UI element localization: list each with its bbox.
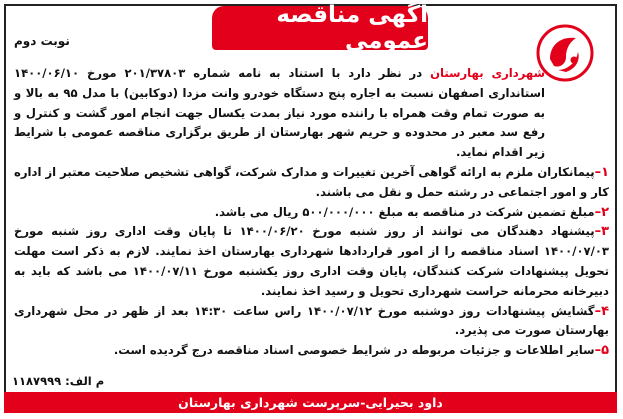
list-item	[14, 341, 609, 361]
list-item	[14, 163, 609, 203]
intro-paragraph	[14, 64, 609, 163]
item-text: سایر اطلاعات و جزئیات مربوطه در شرایط خصوصی اسناد مناقصه درج گردیده است.	[113, 343, 595, 358]
list-item	[14, 222, 609, 301]
item-number: ۴–	[594, 303, 609, 319]
round-label: نوبت دوم	[14, 34, 70, 48]
item-text: مبلغ تضمین شرکت در مناقصه به مبلغ ۵۰۰/۰۰۰/۰۰۰ ریال می باشد.	[214, 204, 595, 219]
intro-text: در نظر دارد با استناد به نامه شماره ۲۰۱/۳۷۸۰۳ مورخ ۱۴۰۰/۰۶/۱۰ استانداری اصفهان نسبت به اجاره پنج دستگاه خودرو وانت مزدا (دوکابین) با مدل ۹۵ به بالا و به صورت تمام وقت همراه با راننده مورد نیاز بمدت یکسال جهت انجام امور گشت و کنترل و رفع سد معبر در محدوده و حریم شهر بهارستان از طریق برگزاری مناقصه عمومی با شرایط زیر اقدام نماید.	[14, 66, 545, 160]
list-item	[14, 203, 609, 223]
item-number: ۳–	[594, 224, 610, 240]
reference-number: م الف: ۱۱۸۷۹۹۹	[12, 374, 105, 388]
item-text: گشایش پیشنهادات روز دوشنبه مورخ ۱۴۰۰/۰۷/۱۲ راس ساعت ۱۴:۳۰ بعد از ظهر در محل شهرداری بهارستان صورت می پذیرد.	[14, 303, 609, 338]
item-number: ۵–	[594, 343, 609, 359]
item-number: ۱–	[594, 164, 609, 180]
footer-bar	[4, 392, 617, 413]
notice-title: آگهی مناقصه عمومی	[276, 2, 428, 54]
list-item	[14, 302, 609, 342]
item-text: پیمانکاران ملزم به ارائه گواهی آخرین تغییرات و مدارک شرکت، گواهی تشخیص صلاحیت معتبر از اداره کار و امور اجتماعی در رشته حمل و نقل می باشند.	[14, 164, 609, 199]
item-number: ۲–	[594, 204, 609, 220]
org-name: شهرداری بهارستان	[430, 66, 545, 80]
item-text: پیشنهاد دهندگان می توانند از روز شنبه مورخ ۱۴۰۰/۰۶/۲۰ تا پایان وقت اداری روز شنبه مورخ ۱۴۰۰/۰۷/۰۳ اسناد مناقصه را از امور قراردادها شهرداری بهارستان اخذ نمایند. لازم به ذکر است مهلت تحویل پیشنهادات شرکت کنندگان، پایان وقت اداری روز یکشنبه مورخ ۱۴۰۰/۰۷/۱۱ می باشد که باید به دبیرخانه محرمانه حراست شهرداری تحویل و رسید اخذ نمایند.	[14, 224, 610, 298]
signature-line: داود بحیرایی-سرپرست شهرداری بهارستان	[178, 395, 443, 410]
title-banner	[212, 2, 428, 54]
notice-body	[14, 64, 609, 361]
